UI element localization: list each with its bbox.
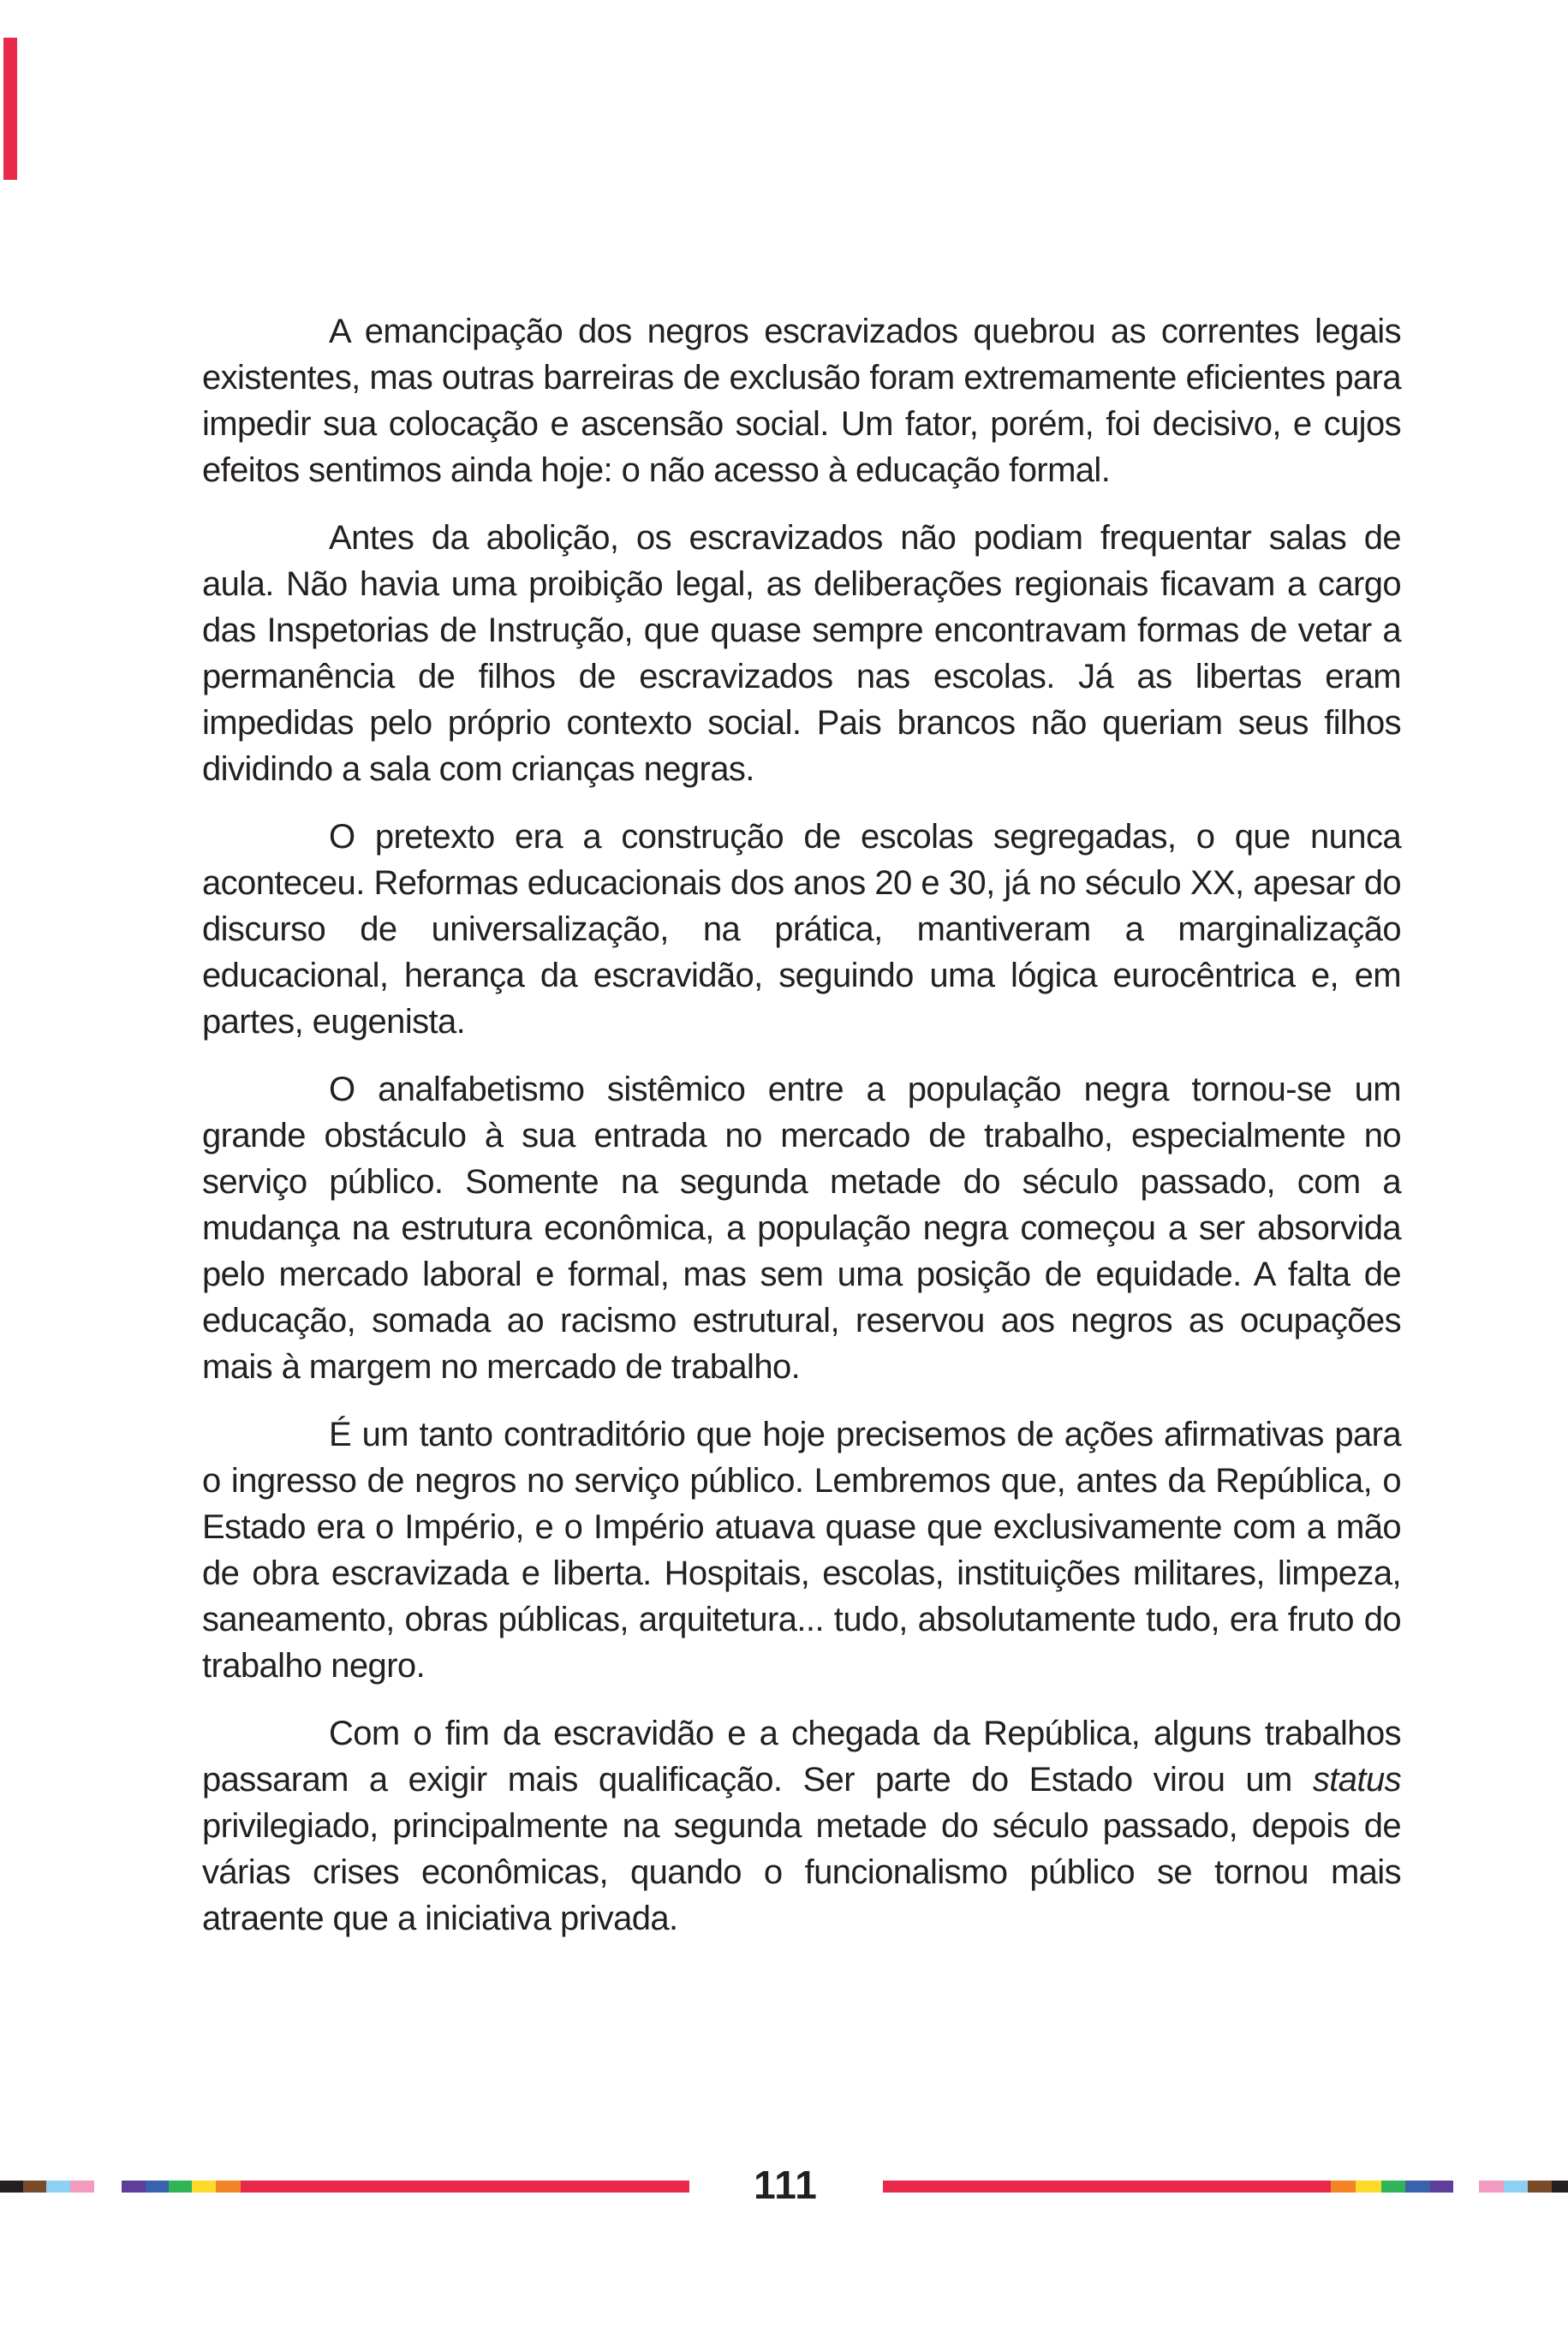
color-segment: [46, 2181, 70, 2193]
footer-color-strip-left: [0, 2181, 241, 2193]
paragraph-1: A emancipação dos negros escravizados quebrou as correntes legais existentes, mas outras barreiras de exclusão foram extremamente eficientes para impedir sua colocação e ascensão social. Um fator, porém, foi decisivo, e cujos efeitos sentimos ainda hoje: o não acesso à educação formal.: [202, 313, 1401, 489]
italic-word: status: [1312, 1761, 1401, 1799]
color-segment: [1528, 2181, 1552, 2193]
color-segment: [1381, 2181, 1405, 2193]
color-segment: [1331, 2181, 1356, 2193]
paragraph-2: Antes da abolição, os escravizados não podiam frequentar salas de aula. Não havia uma proibição legal, as deliberações regionais ficavam a cargo das Inspetorias de Instrução, que quase sempre encontravam formas de vetar a permanência de filhos de escravizados nas escolas. Já as libertas eram impedidas pelo próprio contexto social. Pais brancos não queriam seus filhos dividindo a sala com crianças negras.: [202, 519, 1401, 788]
color-segment: [122, 2181, 146, 2193]
color-segment: [192, 2181, 216, 2193]
color-segment: [146, 2181, 169, 2193]
page-footer: [0, 2163, 1568, 2207]
color-segment: [1453, 2181, 1479, 2193]
paragraph-text: Com o fim da escravidão e a chegada da República, alguns trabalhos passaram a exigir mais qualificação. Ser parte do Estado virou um: [202, 1715, 1401, 1799]
color-segment: [23, 2181, 46, 2193]
paragraph-3: O pretexto era a construção de escolas segregadas, o que nunca aconteceu. Reformas educacionais dos anos 20 e 30, já no século XX, apesar do discurso de universalização, na prática, mantiveram a marginalização educacional, herança da escravidão, seguindo uma lógica eurocêntrica e, em partes, eugenista.: [202, 818, 1401, 1041]
color-segment: [1430, 2181, 1453, 2193]
color-segment: [169, 2181, 192, 2193]
footer-color-strip-right: [1331, 2181, 1568, 2193]
color-segment: [1552, 2181, 1568, 2193]
color-segment: [70, 2181, 94, 2193]
color-segment: [1405, 2181, 1430, 2193]
footer-rule-left: [241, 2181, 689, 2193]
color-segment: [1356, 2181, 1381, 2193]
color-segment: [0, 2181, 23, 2193]
footer-rule-right: [883, 2181, 1332, 2193]
paragraph-5: É um tanto contraditório que hoje precisemos de ações afirmativas para o ingresso de negros no serviço público. Lembremos que, antes da República, o Estado era o Império, e o Império atuava quase que exclusivamente com a mão de obra escravizada e liberta. Hospitais, escolas, instituições militares, limpeza, saneamento, obras públicas, arquitetura... tudo, absolutamente tudo, era fruto do trabalho negro.: [202, 1416, 1401, 1685]
paragraph-text: privilegiado, principalmente na segunda metade do século passado, depois de várias crises econômicas, quando o funcionalismo público se tornou mais atraente que a iniciativa privada.: [202, 1807, 1401, 1937]
color-segment: [216, 2181, 241, 2193]
page-number: 111: [754, 2163, 818, 2207]
paragraph-6: [202, 1710, 1401, 1942]
chapter-edge-tab: [3, 38, 17, 180]
body-text: [202, 308, 1401, 1942]
color-segment: [1479, 2181, 1504, 2193]
color-segment: [94, 2181, 122, 2193]
color-segment: [1504, 2181, 1528, 2193]
paragraph-4: O analfabetismo sistêmico entre a população negra tornou-se um grande obstáculo à sua entrada no mercado de trabalho, especialmente no serviço público. Somente na segunda metade do século passado, com a mudança na estrutura econômica, a população negra começou a ser absorvida pelo mercado laboral e formal, mas sem uma posição de equidade. A falta de educação, somada ao racismo estrutural, reservou aos negros as ocupações mais à margem no mercado de trabalho.: [202, 1071, 1401, 1386]
